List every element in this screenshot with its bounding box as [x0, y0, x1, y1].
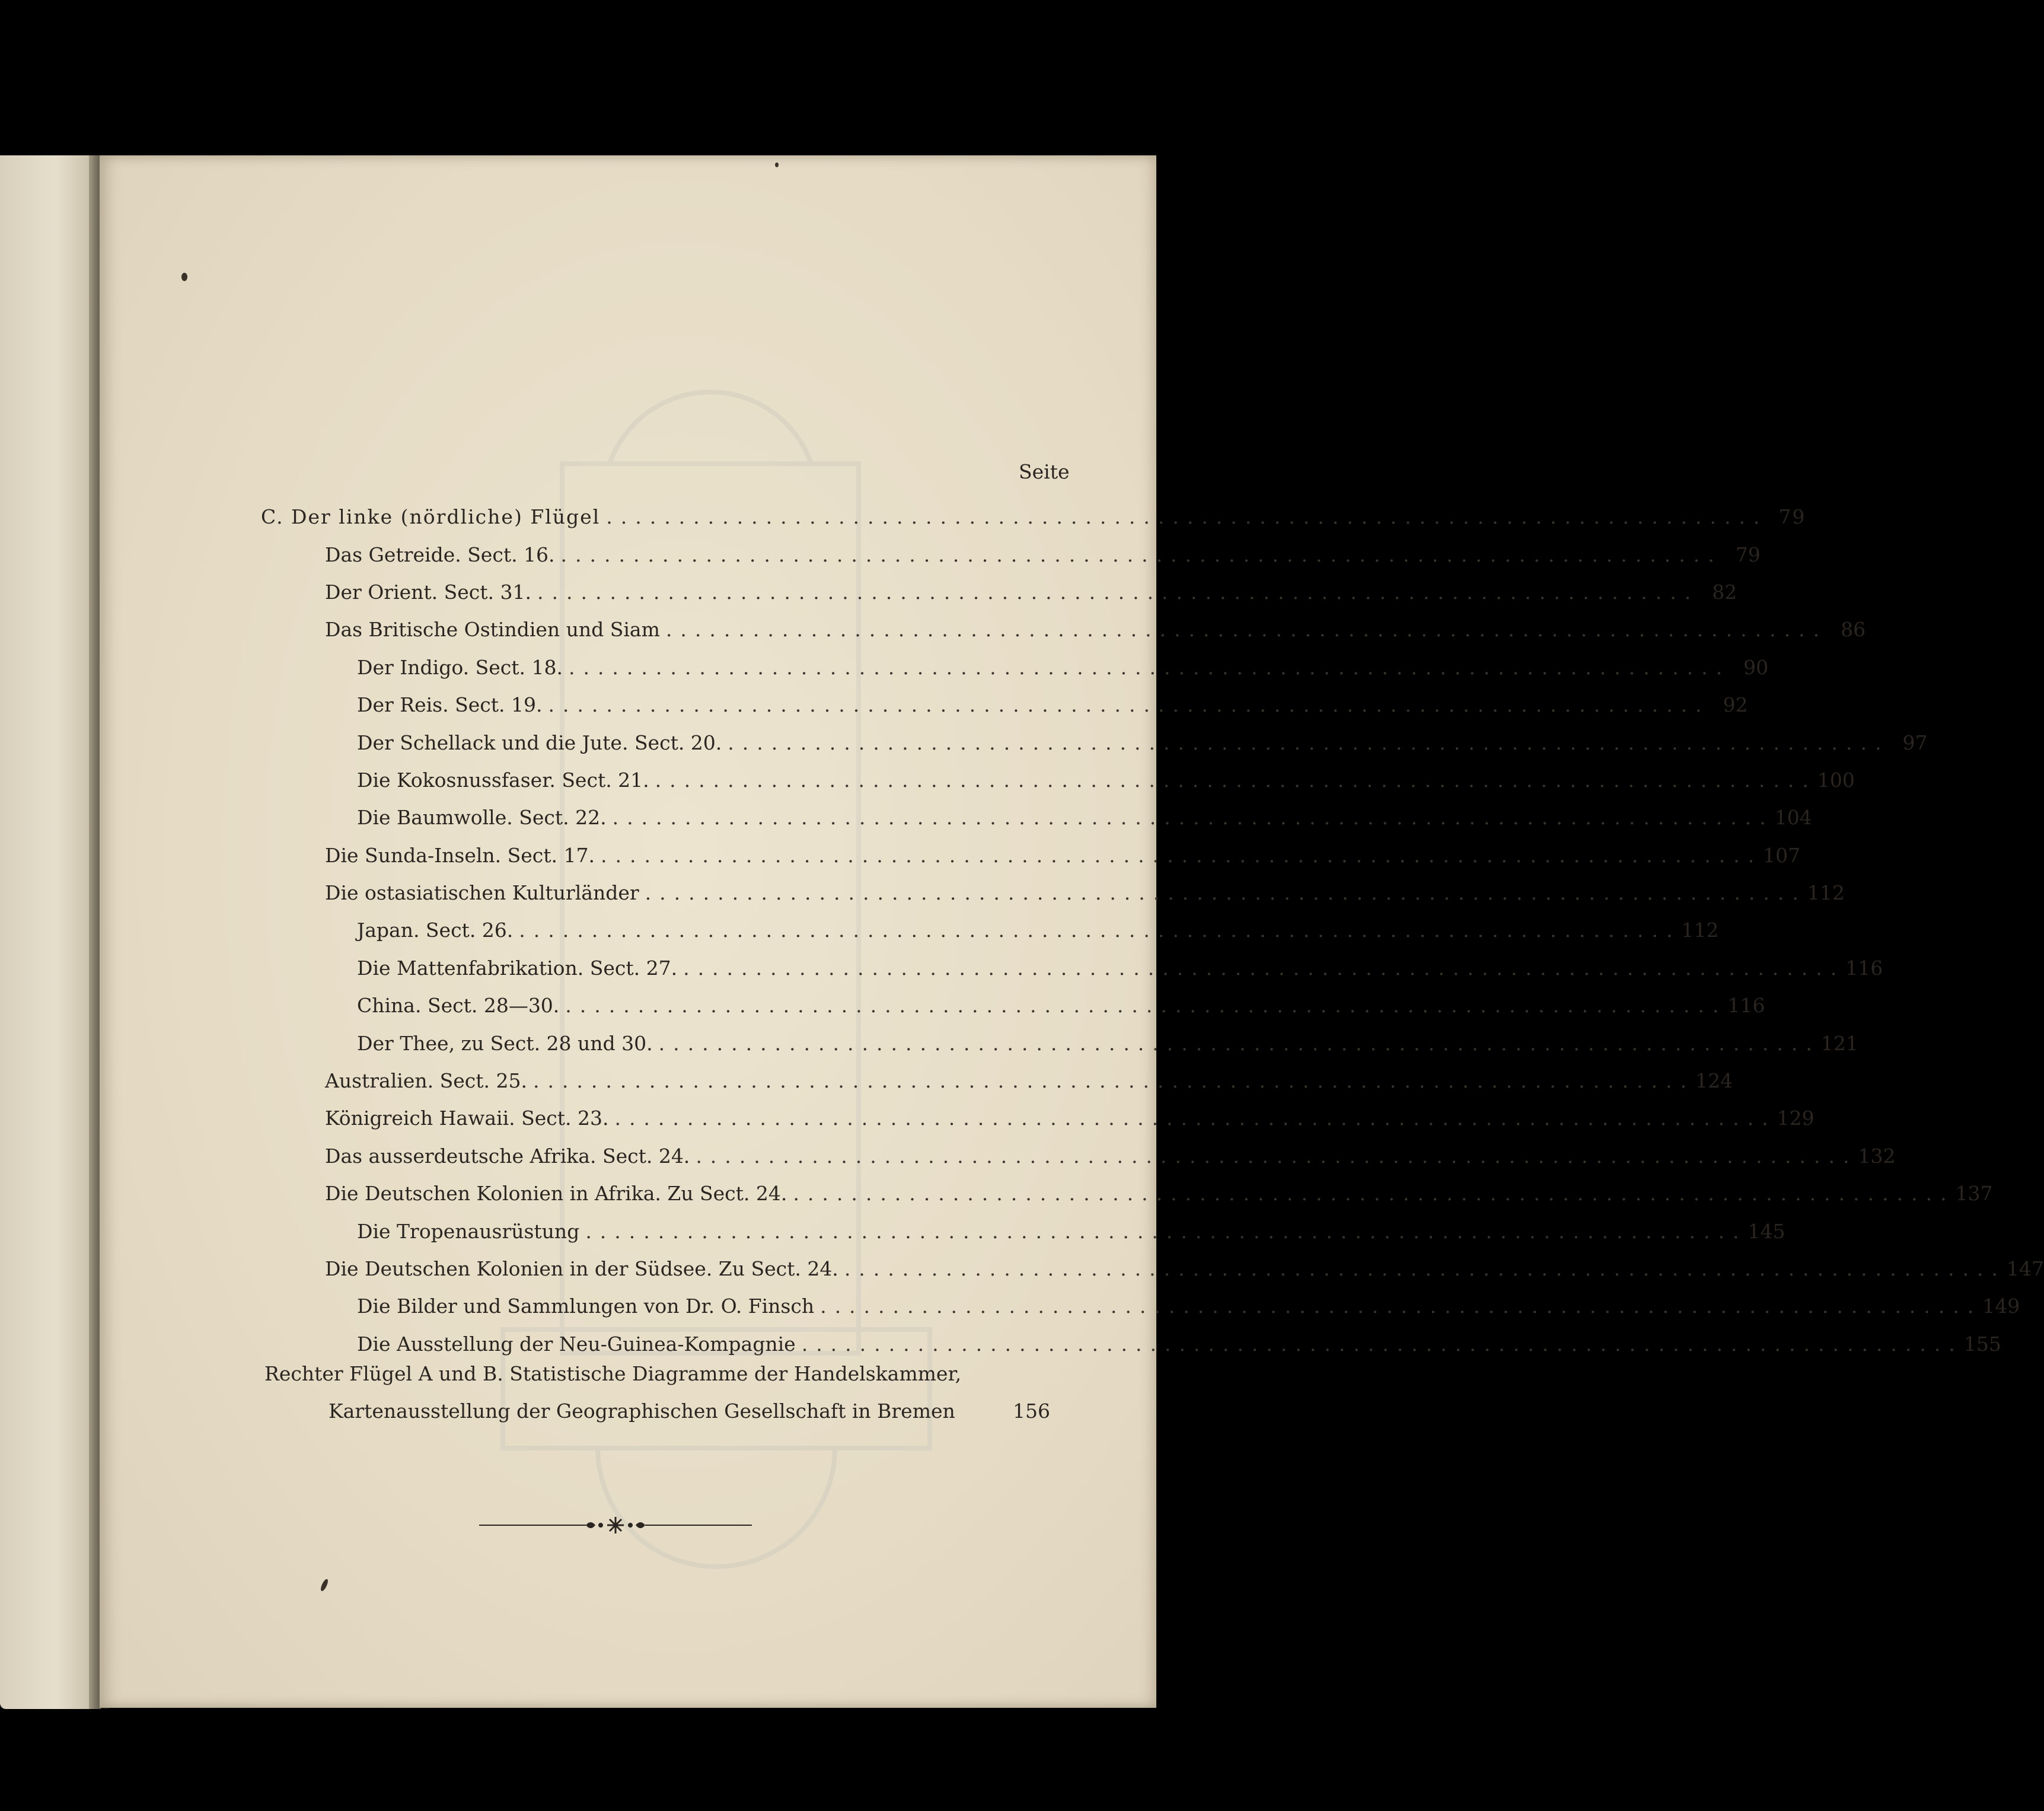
toc-entry-page-number: 79	[1735, 543, 1761, 566]
toc-entry-page-number: 112	[1681, 919, 1719, 942]
toc-entry-page-number: 107	[1763, 843, 1801, 867]
leader-dots: ................................................................................	[606, 505, 1768, 529]
toc-entry-label: Der Schellack und die Jute. Sect. 20.	[357, 731, 722, 754]
toc-entry-label: Der Thee, zu Sect. 28 und 30.	[357, 1031, 653, 1055]
toc-entry	[100, 1212, 1785, 1249]
leader-dots: ................................................................................	[600, 843, 1763, 867]
leader-dots: ................................................................................	[560, 543, 1723, 566]
ink-speck	[320, 1578, 330, 1592]
toc-entry	[100, 723, 1928, 761]
toc-entry	[100, 1175, 1993, 1212]
toc-entry	[100, 1325, 2001, 1363]
toc-entry-label: Der Reis. Sect. 19.	[357, 693, 543, 717]
toc-entry	[100, 949, 1883, 987]
toc-entry-page-number: 149	[1982, 1295, 2020, 1318]
toc-entry-label: Das Britische Ostindien und Siam	[325, 618, 660, 642]
toc-entry-page-number: 86	[1841, 618, 1866, 642]
leader-dots: ................................................................................	[645, 881, 1807, 905]
book-page	[100, 155, 2044, 1708]
toc-entry-page-number: 155	[1963, 1332, 2001, 1356]
toc-entry-label: Die ostasiatischen Kulturländer	[325, 881, 639, 905]
toc-entry-page-number: 97	[1902, 731, 1928, 754]
leader-dots: ................................................................................	[612, 806, 1774, 830]
leader-dots: ................................................................................	[844, 1257, 2006, 1280]
toc-entry-label: Die Mattenfabrikation. Sect. 27.	[357, 956, 678, 980]
toc-entry	[100, 874, 1845, 911]
leader-dots: ................................................................................	[614, 1107, 1777, 1130]
leader-dots: ................................................................................	[665, 618, 1828, 642]
final-entry-text-2: Kartenausstellung der Geographischen Gesellschaft in Bremen	[329, 1399, 955, 1423]
final-entry-page-number: 156	[1013, 1399, 1050, 1423]
leader-dots: ................................................................................	[655, 768, 1817, 792]
leader-dots: ................................................................................	[585, 1219, 1748, 1243]
toc-entry-page-number: 124	[1695, 1069, 1733, 1093]
toc-entry-label: Das ausserdeutsche Afrika. Sect. 24.	[325, 1144, 690, 1168]
toc-entry	[100, 1062, 1733, 1099]
leader-dots: ................................................................................	[696, 1144, 1858, 1168]
toc-entry	[100, 1099, 1815, 1137]
leader-dots: ................................................................................	[728, 731, 1890, 754]
toc-entry	[100, 799, 1812, 836]
toc-entry-label: Das Getreide. Sect. 16.	[325, 543, 555, 566]
toc-entry	[100, 1287, 2020, 1325]
decorative-rule-ornament-icon	[479, 1513, 752, 1537]
toc-entry	[100, 535, 1761, 573]
page-column-header: Seite	[1019, 460, 1070, 483]
leader-dots: ................................................................................	[683, 956, 1845, 980]
leader-dots: ................................................................................	[820, 1295, 1982, 1318]
toc-entry-label: Die Bilder und Sammlungen von Dr. O. Finsch	[357, 1295, 815, 1318]
toc-entry	[100, 1024, 1858, 1061]
final-entry-text-1: Rechter Flügel A und B. Statistische Diagramme der Handelskammer,	[264, 1362, 962, 1385]
toc-entry-page-number: 121	[1820, 1031, 1858, 1055]
toc-entry-label: Die Baumwolle. Sect. 22.	[357, 806, 607, 830]
leader-dots: ................................................................................	[658, 1031, 1820, 1055]
toc-entry-label: Königreich Hawaii. Sect. 23.	[325, 1107, 609, 1130]
toc-entry-page-number: 132	[1858, 1144, 1896, 1168]
leader-dots: ................................................................................	[793, 1182, 1955, 1206]
toc-entry	[100, 837, 1801, 874]
toc-entry-label: Der Orient. Sect. 31.	[325, 580, 531, 604]
toc-entry-label: Die Deutschen Kolonien in der Südsee. Zu Sect. 24.	[325, 1257, 838, 1280]
ink-speck	[181, 273, 187, 281]
toc-entry	[100, 573, 1737, 611]
toc-entry-label: China. Sect. 28—30.	[357, 994, 560, 1018]
toc-entry	[100, 761, 1855, 799]
leader-dots: ................................................................................	[537, 580, 1699, 604]
leader-dots: ................................................................................	[801, 1332, 1963, 1356]
toc-entry-label: C. Der linke (nördliche) Flügel	[261, 505, 601, 529]
toc-entry	[100, 686, 1748, 723]
toc-entry	[100, 1137, 1896, 1175]
toc-entry	[100, 498, 1806, 535]
toc-entry-label: Die Ausstellung der Neu-Guinea-Kompagnie	[357, 1332, 796, 1356]
toc-entry-label: Der Indigo. Sect. 18.	[357, 655, 563, 679]
leader-dots: ................................................................................	[565, 994, 1727, 1018]
toc-entry-page-number: 129	[1777, 1107, 1815, 1130]
toc-entry-page-number: 116	[1727, 994, 1765, 1018]
toc-entry	[100, 611, 1866, 648]
toc-entry-page-number: 92	[1723, 693, 1748, 717]
ink-speck	[775, 162, 779, 167]
toc-entry-page-number: 90	[1743, 655, 1769, 679]
toc-entry-page-number: 100	[1817, 768, 1855, 792]
toc-entry	[100, 649, 1769, 686]
toc-entry-label: Die Deutschen Kolonien in Afrika. Zu Sect. 24.	[325, 1182, 787, 1206]
toc-entry-page-number: 137	[1955, 1182, 1993, 1206]
leader-dots: ................................................................................	[532, 1069, 1695, 1093]
toc-entry-label: Australien. Sect. 25.	[325, 1069, 527, 1093]
toc-entry	[100, 1250, 2044, 1287]
leader-dots: ................................................................................	[548, 693, 1710, 717]
toc-entry-page-number: 104	[1774, 806, 1812, 830]
toc-entry-page-number: 79	[1778, 505, 1806, 529]
toc-entry-page-number: 82	[1712, 580, 1737, 604]
table-of-contents	[100, 498, 2044, 1363]
toc-entry-page-number: 112	[1807, 881, 1845, 905]
toc-entry-page-number: 147	[2007, 1257, 2044, 1280]
toc-entry-label: Die Sunda-Inseln. Sect. 17.	[325, 843, 595, 867]
toc-entry	[100, 911, 1719, 949]
toc-entry	[100, 987, 1765, 1024]
toc-entry-page-number: 145	[1748, 1219, 1785, 1243]
leader-dots: ................................................................................	[519, 919, 1681, 942]
left-page-edge	[0, 155, 101, 1709]
toc-entry-label: Die Tropenausrüstung	[357, 1219, 580, 1243]
toc-entry-label: Die Kokosnussfaser. Sect. 21.	[357, 768, 649, 792]
toc-entry-label: Japan. Sect. 26.	[357, 919, 514, 942]
toc-entry-page-number: 116	[1845, 956, 1883, 980]
leader-dots: ................................................................................	[568, 655, 1731, 679]
